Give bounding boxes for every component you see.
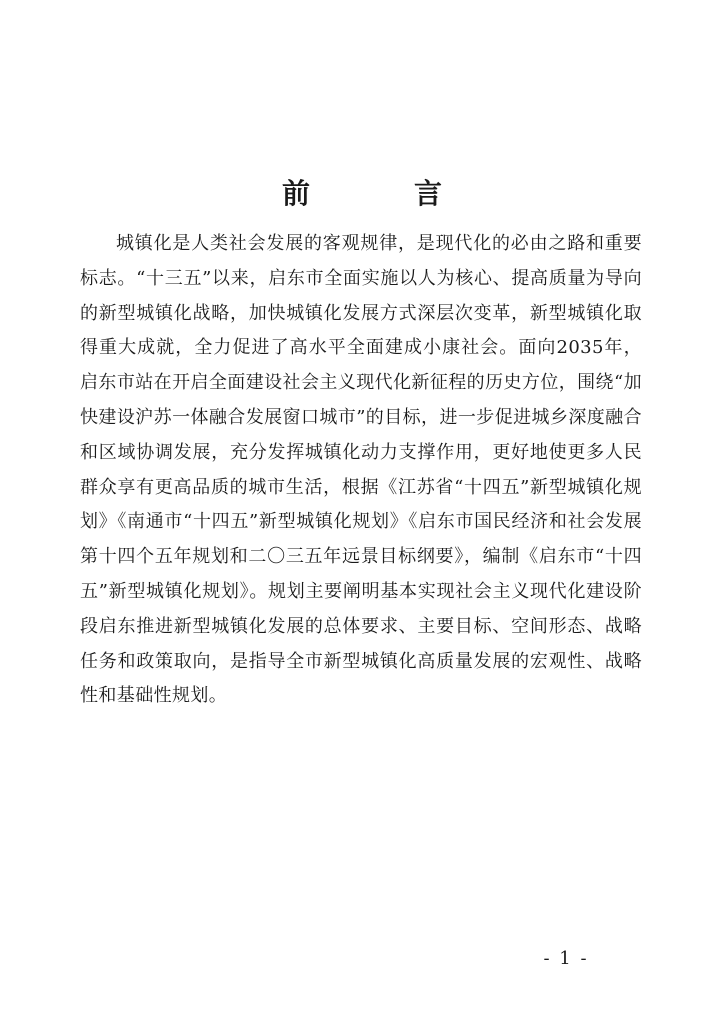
page-title: 前 言 xyxy=(281,176,480,210)
page-number: - 1 - xyxy=(543,948,589,969)
preface-paragraph: 城镇化是人类社会发展的客观规律，是现代化的必由之路和重要标志。“十三五”以来，启东市全面实施以人为核心、提高质量为导向的新型城镇化战略，加快城镇化发展方式深层次变革，新型城镇化取得重大成就，全力促进了高水平全面建成小康社会。面向2035年，启东市站在开启全面建设社会主义现代化新征程的历史方位，围绕“加快建设沪苏一体融合发展窗口城市”的目标，进一步促进城乡深度融合和区域协调发展，充分发挥城镇化动力支撑作用，更好地使更多人民群众享有更高品质的城市生活，根据《江苏省“十四五”新型城镇化规划》《南通市“十四五”新型城镇化规划》《启东市国民经济和社会发展第十四个五年规划和二〇三五年远景目标纲要》，编制《启东市“十四五”新型城镇化规划》。规划主要阐明基本实现社会主义现代化建设阶段启东推进新型城镇化发展的总体要求、主要目标、空间形态、战略任务和政策取向，是指导全市新型城镇化高质量发展的宏观性、战略性和基础性规划。 xyxy=(80,233,642,707)
